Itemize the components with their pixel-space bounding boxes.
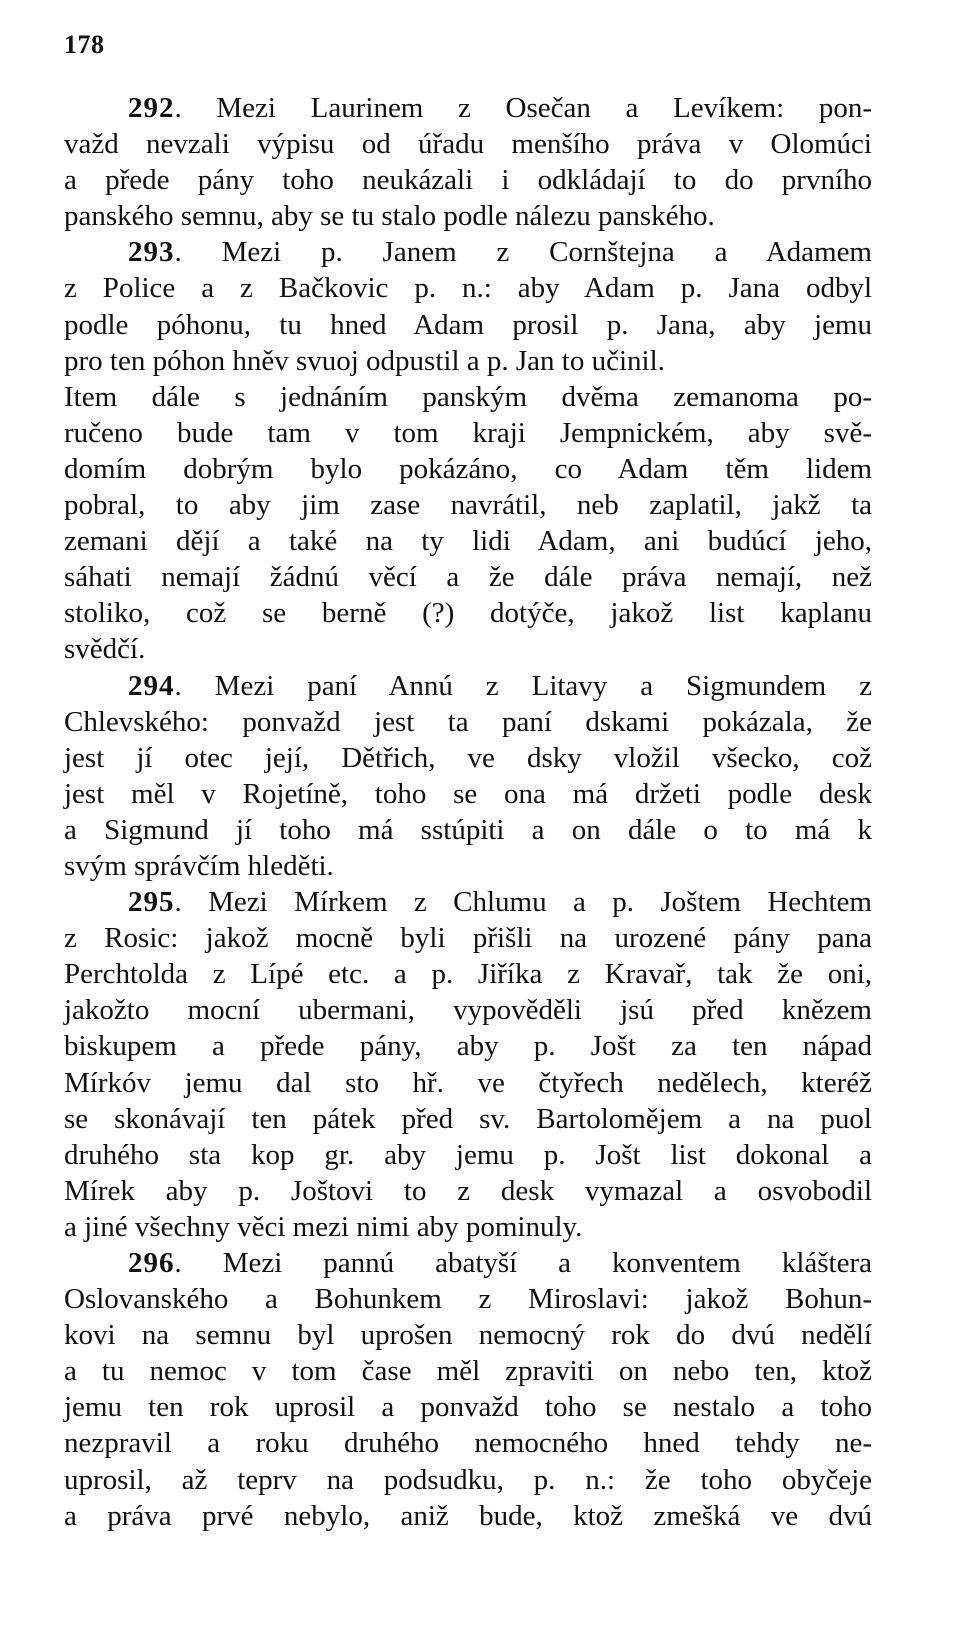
body-text: [64, 90, 872, 1534]
text-line: [64, 1389, 872, 1425]
line-text: podle póhonu, tu hned Adam prosil p. Jana, aby jemu: [64, 308, 872, 341]
line-text: druhého sta kop gr. aby jemu p. Jošt list dokonal a: [64, 1138, 872, 1171]
line-text: panského semnu, aby se tu stalo podle nálezu panského.: [64, 200, 715, 233]
line-text: . Mezi paní Annú z Litavy a Sigmundem z: [174, 669, 872, 702]
text-line: [64, 523, 872, 559]
text-line: [64, 1209, 872, 1245]
line-text: zemani dějí a také na ty lidi Adam, ani budúcí jeho,: [64, 525, 872, 558]
text-line: [64, 704, 872, 740]
line-text: . Mezi Mírkem z Chlumu a p. Joštem Hechtem: [174, 886, 872, 919]
text-line: [64, 343, 872, 379]
line-text: pro ten póhon hněv svuoj odpustil a p. Jan to učinil.: [64, 344, 665, 377]
text-line: [64, 1317, 872, 1353]
text-line: [64, 992, 872, 1028]
line-text: a přede pány toho neukázali i odkládají to do prvního: [64, 164, 872, 197]
line-text: Mírkóv jemu dal sto hř. ve čtyřech nedělech, kteréž: [64, 1066, 872, 1099]
text-line: [64, 198, 872, 234]
section-292-start-line: [64, 90, 872, 126]
page-number: 178: [64, 30, 105, 59]
line-text: Perchtolda z Lípé etc. a p. Jiříka z Kravař, tak že oni,: [64, 958, 872, 991]
line-text: Mírek aby p. Joštovi to z desk vymazal a osvobodil: [64, 1174, 872, 1207]
line-text: stoliko, což se berně (?) dotýče, jakož list kaplanu: [64, 597, 872, 630]
line-text: z Rosic: jakož mocně byli přišli na urozené pány pana: [64, 922, 872, 955]
line-text: Chlevského: ponvažd jest ta paní dskami pokázala, že: [64, 705, 872, 738]
text-line: [64, 920, 872, 956]
text-line: [64, 451, 872, 487]
line-text: a Sigmund jí toho má sstúpiti a on dále o to má k: [64, 813, 872, 846]
line-text: sáhati nemají žádnú věcí a že dále práva nemají, než: [64, 561, 872, 594]
line-text: Oslovanského a Bohunkem z Miroslavi: jakož Bohun-: [64, 1283, 872, 1316]
section-294-start-line: [64, 668, 872, 704]
text-line: [64, 631, 872, 667]
line-text: z Police a z Bačkovic p. n.: aby Adam p. Jana odbyl: [64, 272, 872, 305]
text-line: [64, 848, 872, 884]
section-296-start-line: [64, 1245, 872, 1281]
text-line: [64, 1101, 872, 1137]
text-line: [64, 415, 872, 451]
line-text: jakožto mocní ubermani, vypověděli jsú před knězem: [64, 994, 872, 1027]
text-line: [64, 487, 872, 523]
line-text: jemu ten rok uprosil a ponvažd toho se nestalo a toho: [64, 1391, 872, 1424]
section-295-start-line: [64, 884, 872, 920]
line-text: se skonávají ten pátek před sv. Bartoloměјem a na puol: [64, 1102, 872, 1135]
text-line: [64, 595, 872, 631]
section-number: 293: [128, 236, 175, 269]
text-line: [64, 162, 872, 198]
section-number: 296: [128, 1247, 175, 1279]
text-line: [64, 1425, 872, 1461]
text-line: [64, 379, 872, 415]
line-text: uprosil, až teprv na podsudku, p. n.: že toho obyčeje: [64, 1463, 872, 1496]
section-number: 295: [128, 886, 175, 919]
line-text: Item dále s jednáním panským dvěma zemanoma po-: [64, 380, 872, 413]
text-line: [64, 1028, 872, 1064]
text-line: [64, 1353, 872, 1389]
line-text: svědčí.: [64, 633, 146, 666]
section-293-start-line: [64, 234, 872, 270]
text-line: [64, 270, 872, 306]
text-line: [64, 559, 872, 595]
text-line: [64, 740, 872, 776]
text-line: [64, 1281, 872, 1317]
line-text: . Mezi Laurinem z Osečan a Levíkem: pon-: [174, 92, 872, 124]
text-line: [64, 1137, 872, 1173]
text-line: [64, 776, 872, 812]
line-text: važd nevzali výpisu od úřadu menšího práva v Olomúci: [64, 128, 872, 161]
line-text: kovi na semnu byl uprošen nemocný rok do dvú nedělí: [64, 1319, 872, 1352]
line-text: pobral, to aby jim zase navrátil, neb zaplatil, jakž ta: [64, 489, 872, 522]
text-line: [64, 1173, 872, 1209]
line-text: jest jí otec její, Dětřich, ve dsky vložil všecko, což: [64, 741, 872, 774]
line-text: . Mezi pannú abatyší a konventem kláštera: [174, 1247, 872, 1279]
line-text: domím dobrým bylo pokázáno, co Adam těm lidem: [64, 452, 872, 485]
line-text: a práva prvé nebylo, aniž bude, ktož zmešká ve dvú: [64, 1499, 872, 1532]
text-line: [64, 1065, 872, 1101]
text-line: [64, 812, 872, 848]
section-number: 294: [128, 669, 175, 702]
line-text: biskupem a přede pány, aby p. Jošt za ten nápad: [64, 1030, 872, 1063]
text-line: [64, 1462, 872, 1498]
text-line: [64, 307, 872, 343]
line-text: ručeno bude tam v tom kraji Jempnickém, aby svě-: [64, 416, 872, 449]
section-number: 292: [128, 92, 175, 124]
line-text: a jiné všechny věci mezi nimi aby pominuly.: [64, 1210, 583, 1243]
line-text: nezpravil a roku druhého nemocného hned tehdy ne-: [64, 1427, 872, 1460]
text-line: [64, 126, 872, 162]
line-text: . Mezi p. Janem z Cornštejna a Adamem: [174, 236, 872, 269]
text-line: [64, 956, 872, 992]
line-text: svým správčím hleděti.: [64, 849, 334, 882]
line-text: a tu nemoc v tom čase měl zpraviti on nebo ten, ktož: [64, 1355, 872, 1388]
text-line: [64, 1498, 872, 1534]
line-text: jest měl v Rojetíně, toho se ona má držeti podle desk: [64, 777, 872, 810]
